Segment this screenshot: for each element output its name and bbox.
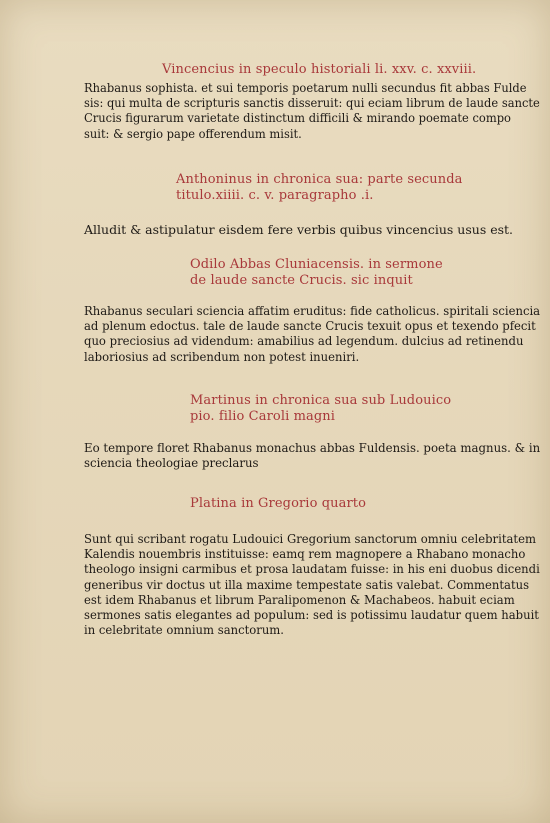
text-line: est idem Rhabanus et librum Paralipomenon & Machabeos. habuit eciam bbox=[84, 591, 515, 607]
text-line: generibus vir doctus ut illa maxime tempestate satis valebat. Commentatus bbox=[84, 576, 530, 592]
passage-vincencius bbox=[84, 80, 550, 141]
text-line: sis: qui multa de scripturis sanctis disseruit: qui eciam librum de laude sancte bbox=[84, 95, 540, 111]
text-line: Rhabanus seculari sciencia affatim eruditus: fide catholicus. spiritali sciencia bbox=[84, 303, 541, 318]
text-line: in celebritate omnium sanctorum. bbox=[84, 622, 285, 638]
text-line: laboriosius ad scribendum non potest inueniri. bbox=[84, 348, 360, 364]
text-line: Eo tempore floret Rhabanus monachus abbas Fuldensis. poeta magnus. & in bbox=[84, 440, 541, 455]
text-line: sermones satis elegantes ad populum: sed is potissimu laudatur quem habuit bbox=[84, 607, 539, 623]
text-line: Kalendis nouembris instituisse: eamq rem magnopere a Rhabano monacho bbox=[84, 546, 526, 562]
heading-line: Odilo Abbas Cluniacensis. in sermone bbox=[190, 257, 443, 272]
heading-line: Anthoninus in chronica sua: parte secunda bbox=[176, 172, 463, 187]
text-line: quo preciosius ad videndum: amabilius ad legendum. dulcius ad retinendu bbox=[84, 333, 524, 349]
text-line: ad plenum edoctus. tale de laude sancte Crucis texuit opus et texendo pfecit bbox=[84, 318, 536, 334]
heading-vincencius bbox=[162, 62, 476, 78]
heading-line: Vincencius in speculo historiali li. xxv. c. xxviii. bbox=[162, 62, 477, 77]
text-line: suit: & sergio pape offerendum misit. bbox=[84, 125, 302, 141]
text-line: Rhabanus sophista. et sui temporis poetarum nulli secundus fit abbas Fulde bbox=[84, 80, 527, 95]
text-line: Alludit & astipulatur eisdem fere verbis quibus vincencius usus est. bbox=[84, 222, 514, 237]
heading-line: pio. filio Caroli magni bbox=[190, 409, 336, 424]
heading-line: de laude sancte Crucis. sic inquit bbox=[190, 273, 413, 288]
passage-anthoninus bbox=[84, 222, 513, 237]
heading-line: Platina in Gregorio quarto bbox=[190, 496, 367, 511]
heading-line: titulo.xiiii. c. v. paragrapho .i. bbox=[176, 188, 374, 203]
passage-platina bbox=[84, 531, 550, 637]
heading-platina bbox=[190, 496, 366, 512]
passage-martinus bbox=[84, 440, 550, 470]
heading-anthoninus bbox=[176, 172, 463, 204]
passage-odilo bbox=[84, 303, 550, 364]
heading-line: Martinus in chronica sua sub Ludouico bbox=[190, 393, 452, 408]
heading-odilo bbox=[190, 257, 443, 289]
text-line: sciencia theologiae preclarus bbox=[84, 455, 259, 471]
text-line: Crucis figurarum varietate distinctum difficili & mirando poemate compo bbox=[84, 110, 511, 126]
text-line: theologo insigni carmibus et prosa laudatam fuisse: in his eni duobus dicendi bbox=[84, 561, 540, 577]
text-line: Sunt qui scribant rogatu Ludouici Gregorium sanctorum omniu celebritatem bbox=[84, 531, 536, 546]
heading-martinus bbox=[190, 393, 451, 425]
